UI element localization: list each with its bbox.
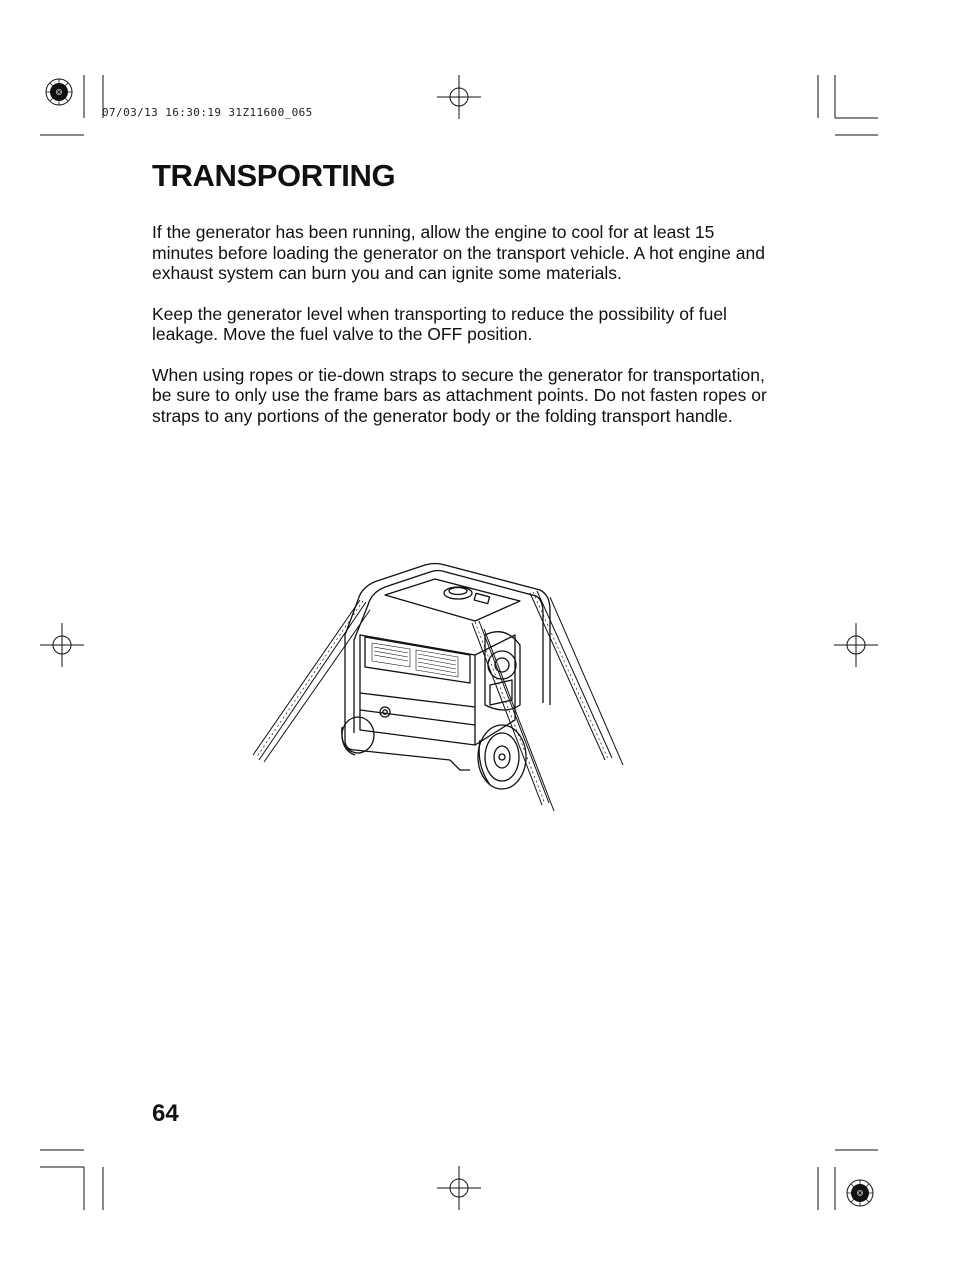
body-text: [152, 222, 777, 446]
paragraph-cooling: If the generator has been running, allow the engine to cool for at least 15 minutes before loading the generator on the transport vehicle. A hot engine and exhaust system can burn you and can ignite some materials.: [152, 222, 765, 283]
paragraph-tie-down: When using ropes or tie-down straps to secure the generator for transportation, be sure to only use the frame bars as attachment points. Do not fasten ropes or straps to any portions of the generator body or the folding transport handle.: [152, 364, 767, 426]
print-code: 07/03/13 16:30:19 31Z11600_065: [102, 106, 313, 119]
generator-tie-down-illustration: [250, 555, 630, 815]
paragraph-level: Keep the generator level when transporting to reduce the possibility of fuel leakage. Move the fuel valve to the OFF position.: [152, 303, 727, 344]
page-number: 64: [152, 1100, 179, 1127]
page-title: TRANSPORTING: [152, 158, 396, 193]
